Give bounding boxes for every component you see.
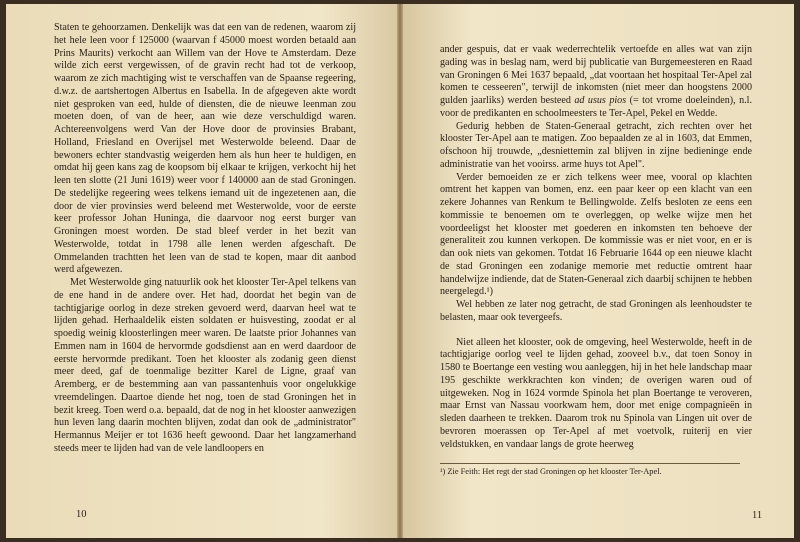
right-paragraph-4: Wel hebben ze later nog getracht, de stad Groningen als leenhoudster te belasten, maar ook tevergeefs. [440,299,752,323]
left-paragraph-1: Staten te gehoorzamen. Denkelijk was dat een van de redenen, waarom zij het hele leen voor f 125000 (waarvan f 45000 moest worden betaald aan Prins Maurits) verkocht aan Willem van der Hove te Amsterdam. Deze wilde zich eerst vergewissen, of de gravin recht had tot de verkoop, waarom ze zich machtiging wist te verschaffen van de Spaanse regeering, d.w.z. de aartshertogen Albertus en Isabella. In de afgegeven akte wordt niet gesproken van eed, hulde of diensten, die de nieuwe leenman zou moeten doen, of van de heer, aan wie deze verschuldigd waren. Achtereenvolgens werd Van der Hove door de provinsies Brabant, Holland, Friesland en Overijsel met Westerwolde beleend. Daar de bewoners echter standvastig weigerden hem als hun heer te huldigen, en omdat hij geen kans zag de koopsom bij elkaar te krijgen, verkocht hij het leen ten slotte (21 Juni 1619) weer voor f 140000 aan de stad Groningen. De stedelijke regeering wees telkens iemand uit de ingezetenen aan, die door de vier provinsies werd beleend met Westerwolde, voor de eerste keer professor Johan Huninga, die daarvoor nog eerst burger van Groningen moest worden. De stad bleef verder in het bezit van Westerwolde, totdat in 1798 alle lenen werden afgeschaft. De Ommelanden trachtten het leen van de stad te kopen, maar dit aanbod werd afgewezen. [54,22,356,276]
right-paragraph-2: Gedurig hebben de Staten-Generaal getracht, zich rechten over het klooster Ter-Apel aan te matigen. Zoo bepaalden ze al in 1603, dat Emmen, ofschoon hij trouwde, „desniettemin zal blijven in zijne bedieninge ende administratie van het vooirss. arme huys tot Apel". [440,120,752,170]
left-page-text [54,22,356,456]
right-paragraph-1-start: ander gespuis, dat er vaak wederrechtelik vertoefde en alles wat van zijn gading was in beslag nam, werd bij publicatie van Burgemeesteren en Raad van Groningen 6 Mei 1637 bepaald, „dat voortaan het hospitaal Ter-Apel zal komen te cesseeren", terwijl de inkomsten (niet meer dan hoogstens 2000 gulden jaarliks) werden besteed [440,44,752,106]
left-page [6,4,400,538]
page-number-left: 10 [76,509,87,520]
right-page-text [440,44,752,477]
right-paragraph-3: Verder bemoeiden ze er zich telkens weer mee, vooral op klachten omtrent het kappen van bomen, enz. een paar keer op een klacht van een zekere Johannes van Renkum te Bellingwolde. Zelfs besloten ze eens een kommissie te benoemen om te overleggen, op welke wijze men het voordeeligst het klooster met goederen en inkomsten ten behoeve der generaliteit zou kunnen verkopen. De kommissie was er niet voor, en er is dan ook niets van gekomen. Totdat 16 Februarie 1644 op een nieuwe klacht de stad Groningen een zodanige memorie met reductie omtrent haar handelwijze indiende, dat de Staten-Generaal zich daarbij schijnen te hebben neergelegd.¹) [440,171,752,298]
right-paragraph-1-latin: ad usus pios [574,95,627,106]
book-gutter [397,4,403,538]
right-paragraph-1-end: (= tot vrome doeleinden), n.l. voor de predikanten en schoolmeesters te Ter-Apel, Pekel en Wedde. [440,95,753,119]
book-spread [6,4,794,538]
section-gap [440,325,752,337]
right-paragraph-1 [440,44,752,121]
left-paragraph-2: Met Westerwolde ging natuurlik ook het klooster Ter-Apel telkens van de ene hand in de andere over. Het had, doordat het begin van de tachtigjarige oorlog in deze streken gevoerd werd, daarvan heel wat te lijden gehad. Herhaaldelik eisten soldaten er huisvesting, zoodat er al spoedig weinig kloosterlingen meer waren. De laatste prior Johannes van Emmen nam in 1604 de hervormde godsdienst aan en werd daardoor de eerste hervormde predikant. Toen het klooster als zodanig geen dienst meer deed, gaf de toenmalige bezitter Karel de Ligne, graaf van Aremberg, er de bestemming aan van passantenhuis voor ongelukkige vreemdelingen. Daartoe diende het nog, toen de stad Groningen het in bezit kreeg. Toen werd o.a. bepaald, dat de nog in het klooster aanwezigen hun leven lang daarin mochten blijven, zodat dan ook de „administrator" Hermannus Meijer er tot 1636 heeft gewoond. Daar het langzamerhand steeds meer te lijden had van de vele landloopers en [54,277,356,454]
right-page [400,4,794,538]
page-number-right: 11 [752,510,763,521]
footnote: ¹) Zie Feith: Het regt der stad Groningen op het klooster Ter-Apel. [440,467,662,477]
footnote-divider [440,463,740,464]
right-paragraph-5: Niet alleen het klooster, ook de omgeving, heel Westerwolde, heeft in de tachtigjarige oorlog veel te lijden gehad, zooveel b.v., dat toen Sonoy in 1580 te Boertange een vesting wou aanleggen, hij in het hele landschap maar 195 geschikte werkkrachten kon vinden; de overigen waren oud of uitgeweken. Nog in 1624 vormde Spinola het plan Boertange te veroveren, maar Ernst van Nassau voorkwam hem, door met enige compagnieën in sleden daarheen te trekken. Daarom trok nu Spinola van Lingen uit over de bevroren moerassen op Ter-Apel af met voetvolk, ruiterij en vier veldstukken, en vandaar langs de grote heerweg [440,336,752,450]
